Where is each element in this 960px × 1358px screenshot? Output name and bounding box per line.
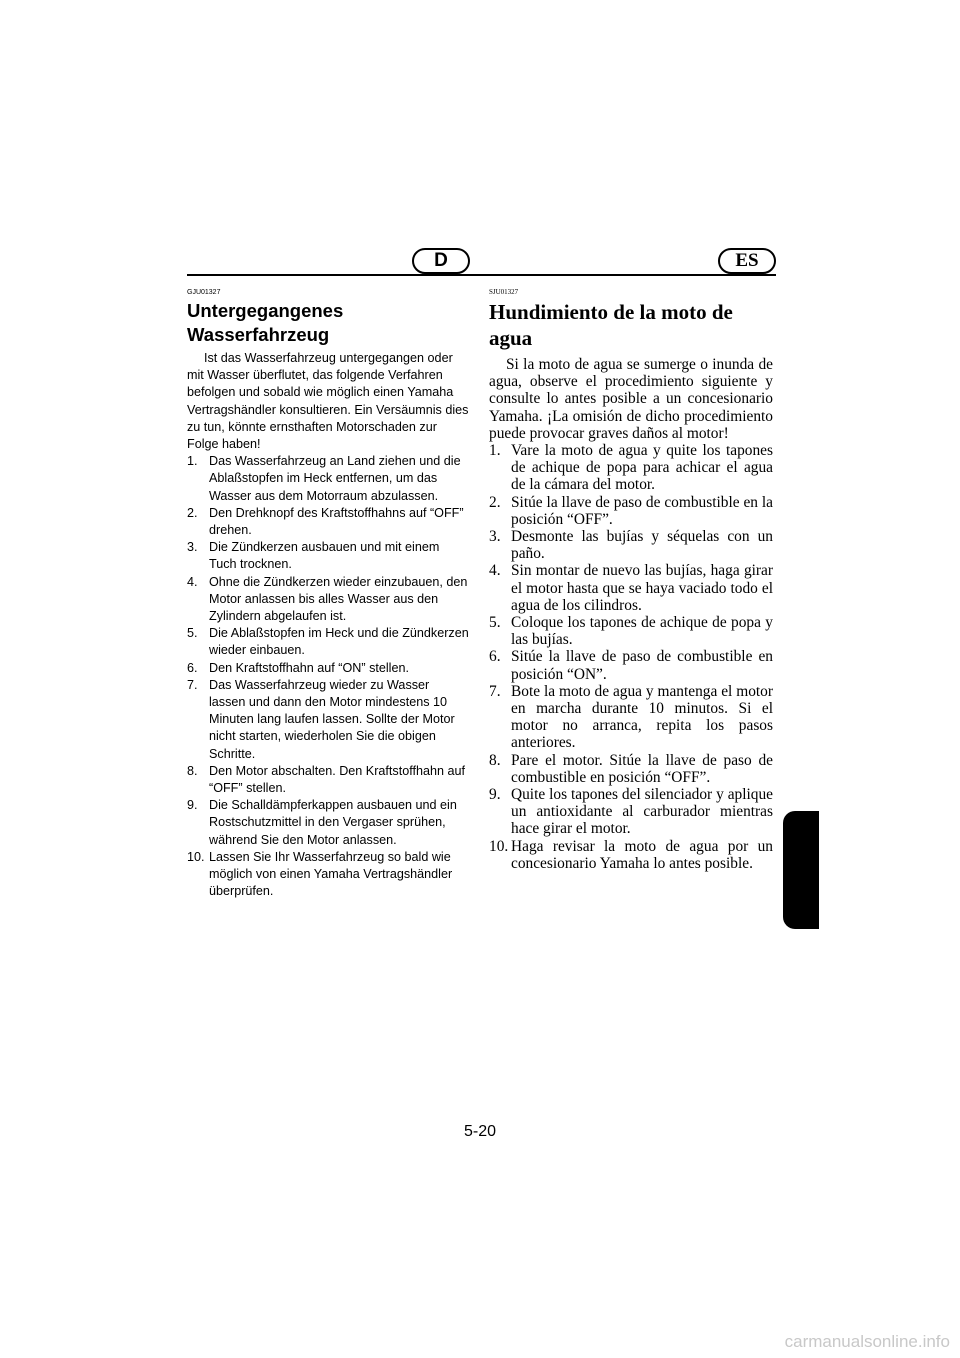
step-text: Sitúe la llave de paso de combustible en posición “ON”. [511,648,773,683]
section-title: Hundimiento de la moto de agua [489,300,733,350]
step-text: Vare la moto de agua y quite los tapones de achique de popa para achicar el agua de la cámara del motor. [511,442,773,494]
list-item [489,786,773,838]
step-text: Das Wasserfahrzeug an Land ziehen und die Ablaßstopfen im Heck entfernen, um das Wasser aus dem Motorraum abzulassen. [209,454,461,503]
step-number: 7. [489,682,501,700]
watermark: carmanualsonline.info [784,1332,950,1351]
step-text: Desmonte las bujías y séquelas con un paño. [511,528,773,563]
list-item [489,683,773,752]
step-text: Sitúe la llave de paso de combustible en la posición “OFF”. [511,493,773,528]
list-item [187,763,469,797]
step-number: 4. [187,574,198,589]
list-item [489,442,773,494]
list-item [187,574,469,626]
step-text: Den Kraftstoffhahn auf “ON” stellen. [209,660,409,675]
list-item [489,752,773,786]
page-number: 5-20 [463,1123,497,1140]
steps-list [187,453,469,900]
step-number: 9. [187,798,198,813]
step-text: Sin montar de nuevo las bujías, haga girar el motor hasta que se haya vaciado todo el agua de los cilindros. [511,562,773,614]
list-item [489,562,773,614]
list-item [489,614,773,648]
step-number: 3. [489,528,501,546]
list-item [489,494,773,528]
step-number: 1. [489,442,501,460]
step-number: 10. [187,849,205,864]
step-number: 5. [187,626,198,641]
chapter-thumb-tab [783,811,819,929]
step-number: 8. [489,751,501,769]
step-number: 3. [187,540,198,555]
list-item [187,625,469,659]
section-title: Untergegangenes Wasserfahrzeug [187,300,344,345]
step-text: Das Wasserfahrzeug wieder zu Wasser lassen und dann den Motor mindestens 10 Minuten lang laufen lassen. Sollte der Motor nicht starten, wiederholen Sie die obigen Schritte. [209,677,455,761]
step-number: 8. [187,763,198,778]
step-number: 6. [187,660,198,675]
intro-paragraph: Ist das Wasserfahrzeug untergegangen oder mit Wasser überflutet, das folgende Verfahren befolgen und sobald wie möglich einen Yamaha Vertragshändler konsultieren. Ein Versäumnis dies zu tun, könnte ernsthaften Motorschaden zur Folge haben! [187,351,469,452]
list-item [187,660,469,677]
step-number: 2. [489,493,501,511]
step-text: Pare el motor. Sitúe la llave de paso de combustible en posición “OFF”. [511,751,773,786]
step-text: Quite los tapones del silenciador y aplique un antioxidante al carburador mientras hace girar el motor. [511,786,773,838]
step-text: Lassen Sie Ihr Wasserfahrzeug so bald wie möglich von einen Yamaha Vertragshändler überprüfen. [209,849,453,899]
step-number: 6. [489,648,501,666]
list-item [489,838,773,872]
step-text: Den Motor abschalten. Den Kraftstoffhahn auf “OFF” stellen. [209,763,465,796]
list-item [187,505,469,539]
list-item [187,677,469,763]
list-item [187,797,469,849]
spanish-column [489,288,773,872]
step-text: Coloque los tapones de achique de popa y las bujías. [511,614,773,649]
step-number: 4. [489,562,501,580]
step-number: 10. [489,837,509,855]
section-code: GJU01327 [187,289,221,296]
list-item [187,453,469,505]
step-number: 1. [187,454,198,469]
step-text: Bote la moto de agua y mantenga el motor en marcha durante 10 minutos. Si el motor no arranca, repita los pasos anteriores. [511,682,773,752]
language-badge-german: D [412,248,470,274]
german-column [187,288,469,901]
list-item [489,648,773,682]
step-text: Haga revisar la moto de agua por un concesionario Yamaha lo antes posible. [511,837,773,872]
header-rule [187,274,776,276]
step-text: Ohne die Zündkerzen wieder einzubauen, den Motor anlassen bis alles Wasser aus den Zylindern abgelaufen ist. [209,574,468,624]
step-number: 7. [187,677,198,692]
steps-list [489,442,773,872]
step-text: Die Ablaßstopfen im Heck und die Zündkerzen wieder einbauen. [209,626,469,658]
step-text: Die Zündkerzen ausbauen und mit einem Tuch trocknen. [209,540,440,572]
step-number: 5. [489,614,501,632]
intro-paragraph: Si la moto de agua se sumerge o inunda de agua, observe el procedimiento siguiente y consulte lo antes posible a un concesionario Yamaha. ¡La omisión de dicho procedimiento puede provocar graves daños al motor! [489,356,773,442]
step-number: 2. [187,505,198,520]
list-item [187,849,469,901]
list-item [187,539,469,573]
section-code: SJU01327 [489,288,519,296]
step-number: 9. [489,786,501,804]
step-text: Den Drehknopf des Kraftstoffhahns auf “OFF” drehen. [209,505,464,538]
list-item [489,528,773,562]
step-text: Die Schalldämpferkappen ausbauen und ein Rostschutzmittel in den Vergaser sprühen, während Sie den Motor anlassen. [209,798,457,847]
language-badge-spanish: ES [718,248,776,274]
